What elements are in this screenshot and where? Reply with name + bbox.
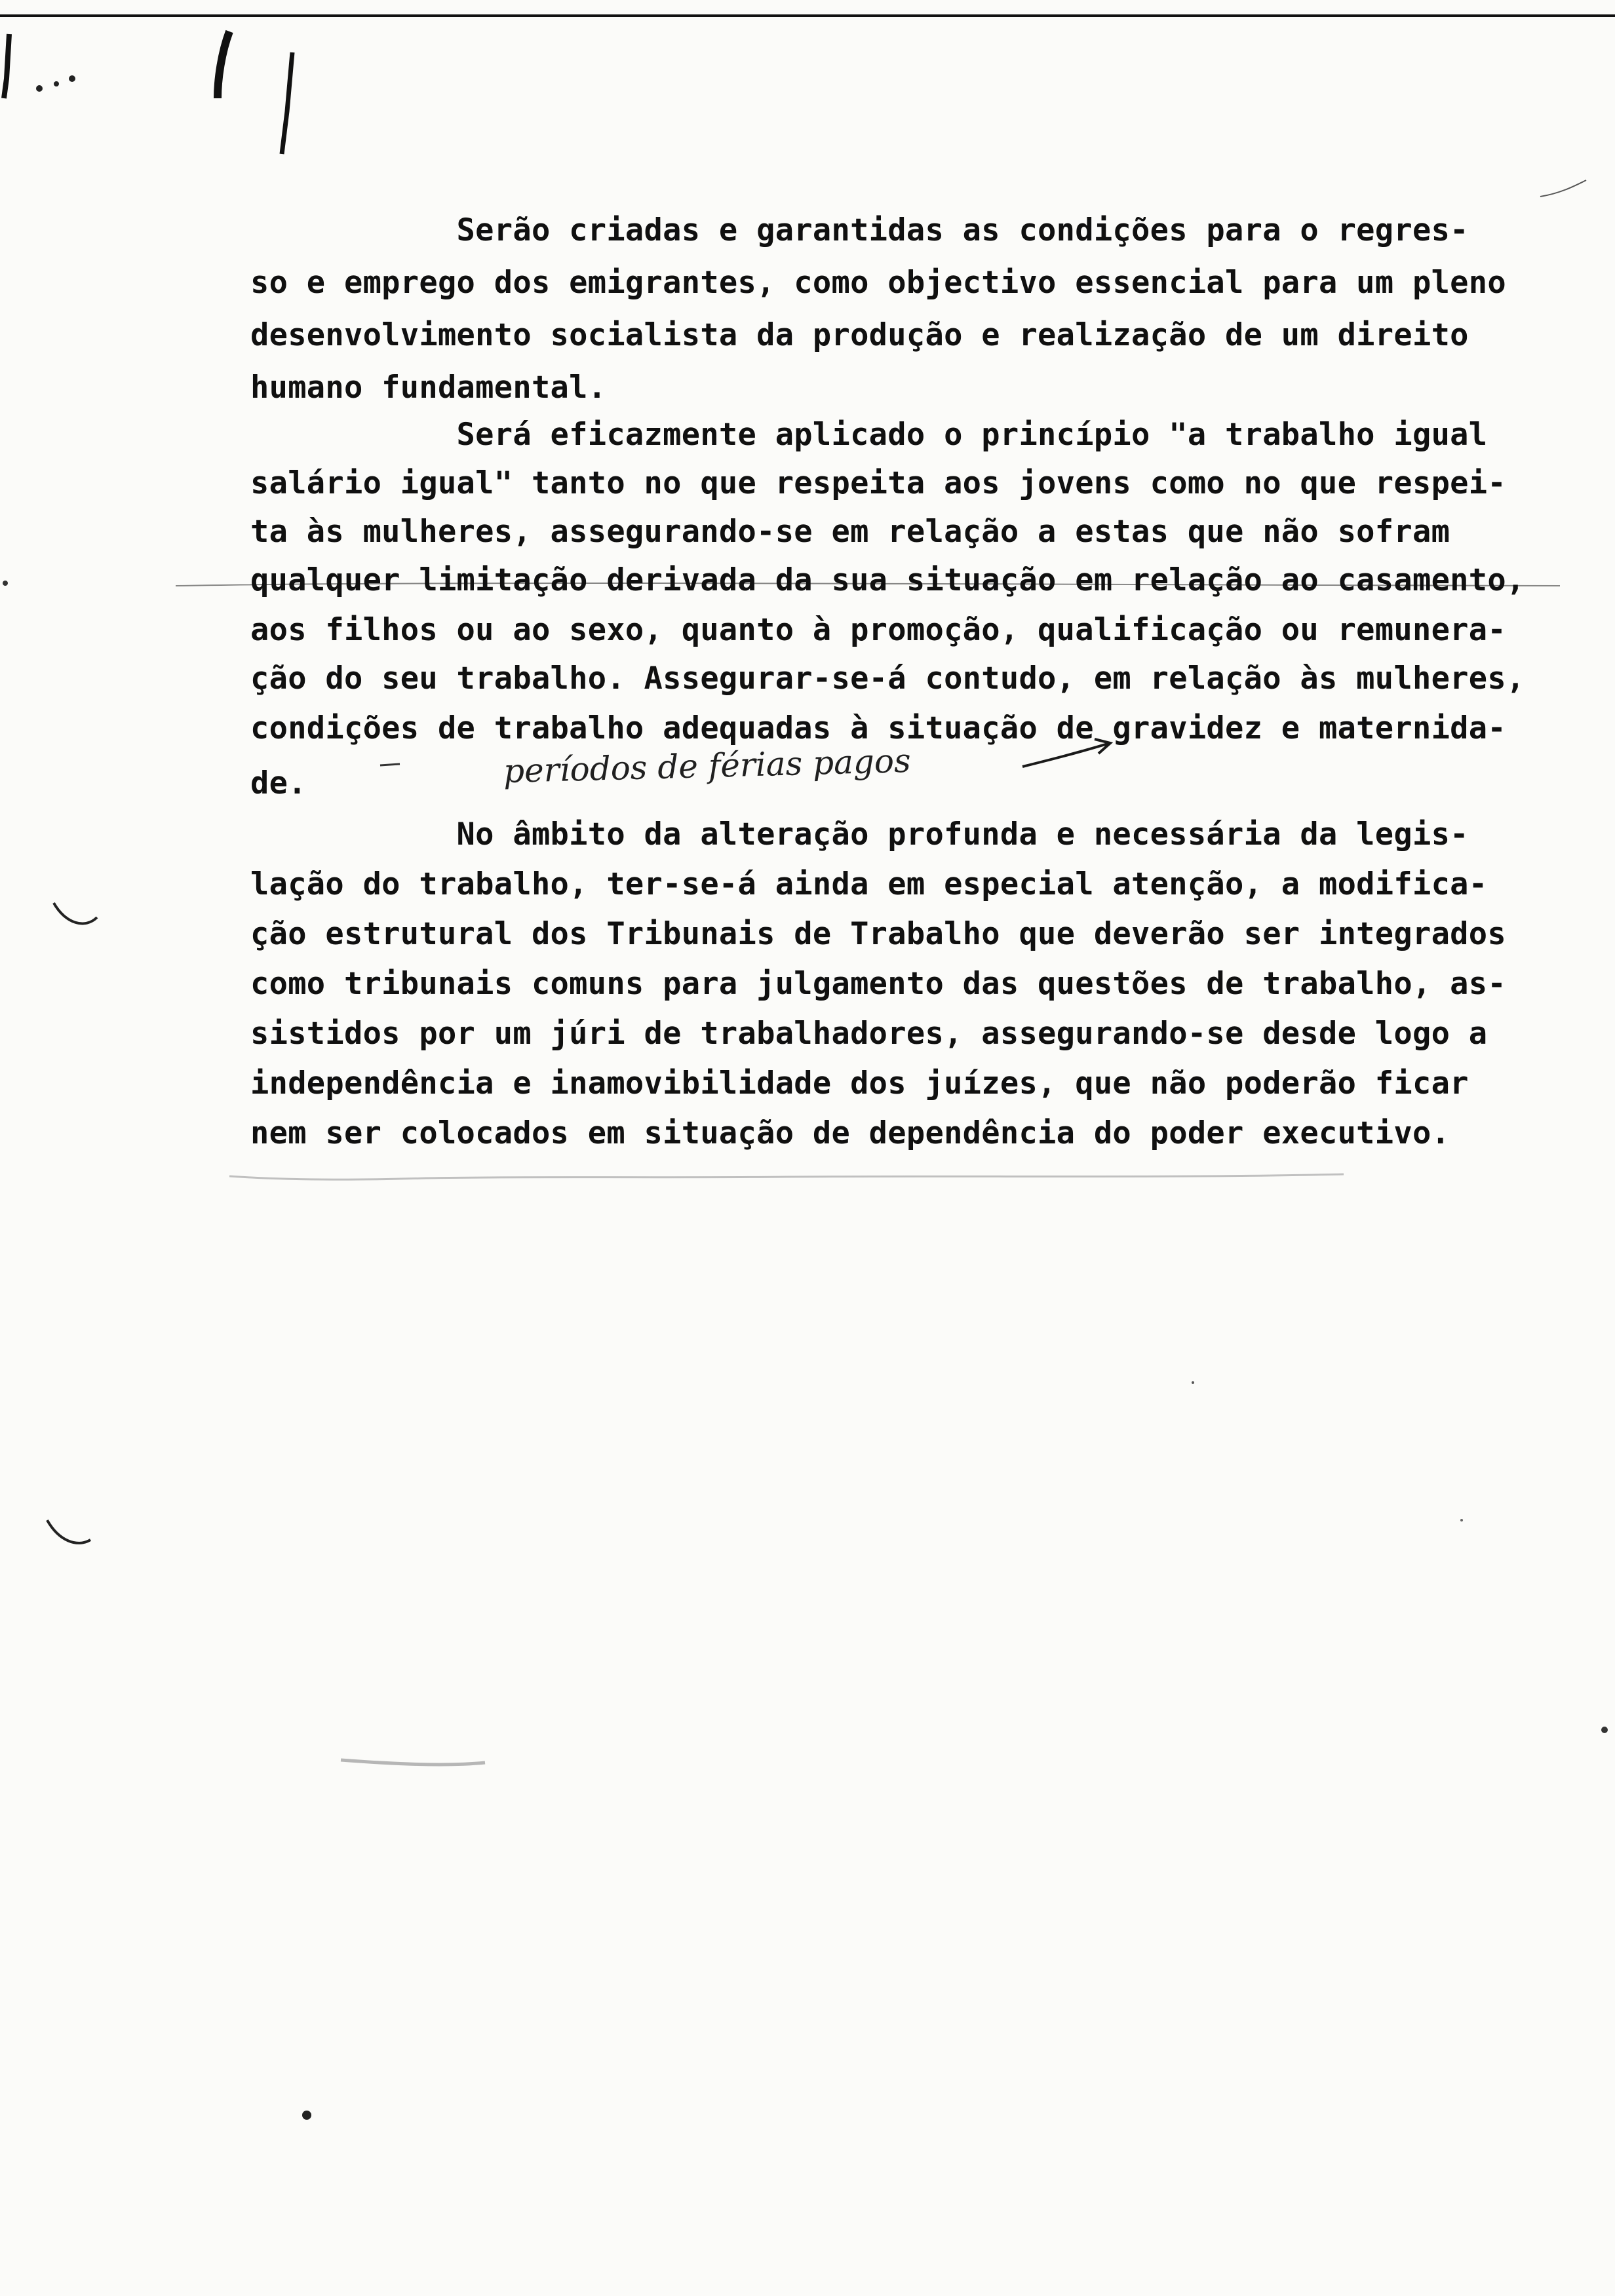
pen-mark — [380, 764, 400, 765]
text-line: independência e inamovibilidade dos juízes, que não poderão ficar — [250, 1065, 1469, 1101]
text-line: salário igual" tanto no que respeita aos jovens como no que respei- — [250, 465, 1506, 501]
text-line: como tribunais comuns para julgamento das questões de trabalho, as- — [250, 966, 1506, 1002]
handwritten-annotation: períodos de férias pagos — [503, 741, 912, 791]
text-line: Serão criadas e garantidas as condições para o regres- — [250, 212, 1469, 248]
punch-hole-mark — [47, 1520, 90, 1543]
text-line: ção do seu trabalho. Assegurar-se-á contudo, em relação às mulheres, — [250, 660, 1525, 697]
scan-mark-bracket — [4, 34, 9, 98]
text-line: so e emprego dos emigrantes, como objectivo essencial para um pleno — [250, 265, 1506, 301]
scan-dot — [1601, 1727, 1608, 1733]
scan-dot — [302, 2111, 311, 2120]
text-line: ta às mulheres, assegurando-se em relação a estas que não sofram — [250, 514, 1450, 550]
scan-dot — [36, 85, 43, 92]
text-line: desenvolvimento socialista da produção e realização de um direito — [250, 317, 1469, 353]
text-line: sistidos por um júri de trabalhadores, assegurando-se desde logo a — [250, 1016, 1488, 1052]
text-line: ção estrutural dos Tribunais de Trabalho que deverão ser integrados — [250, 916, 1506, 952]
pen-mark — [282, 52, 292, 154]
scan-dot — [1460, 1519, 1463, 1521]
text-line: nem ser colocados em situação de dependência do poder executivo. — [250, 1115, 1450, 1151]
text-line: No âmbito da alteração profunda e necessária da legis- — [250, 816, 1469, 852]
text-line: aos filhos ou ao sexo, quanto à promoção, qualificação ou remunera- — [250, 612, 1506, 648]
scan-smudge — [229, 1174, 1344, 1179]
scan-smudge — [341, 1760, 485, 1765]
text-line: humano fundamental. — [250, 370, 607, 406]
text-line: Será eficazmente aplicado o princípio "a trabalho igual — [250, 417, 1488, 453]
pen-mark — [218, 31, 229, 98]
pen-mark — [1540, 180, 1586, 197]
scan-dot — [54, 81, 59, 86]
scan-top-border — [0, 14, 1615, 17]
scan-dot — [69, 75, 75, 82]
scan-dot — [3, 581, 8, 586]
scan-dot — [1192, 1381, 1194, 1384]
text-line: qualquer limitação derivada da sua situação em relação ao casamento, — [250, 562, 1525, 598]
text-line: lação do trabalho, ter-se-á ainda em especial atenção, a modifica- — [250, 866, 1488, 902]
punch-hole-mark — [54, 903, 97, 923]
text-line: de. — [250, 765, 307, 801]
text-line: condições de trabalho adequadas à situação de gravidez e maternida- — [250, 710, 1506, 746]
